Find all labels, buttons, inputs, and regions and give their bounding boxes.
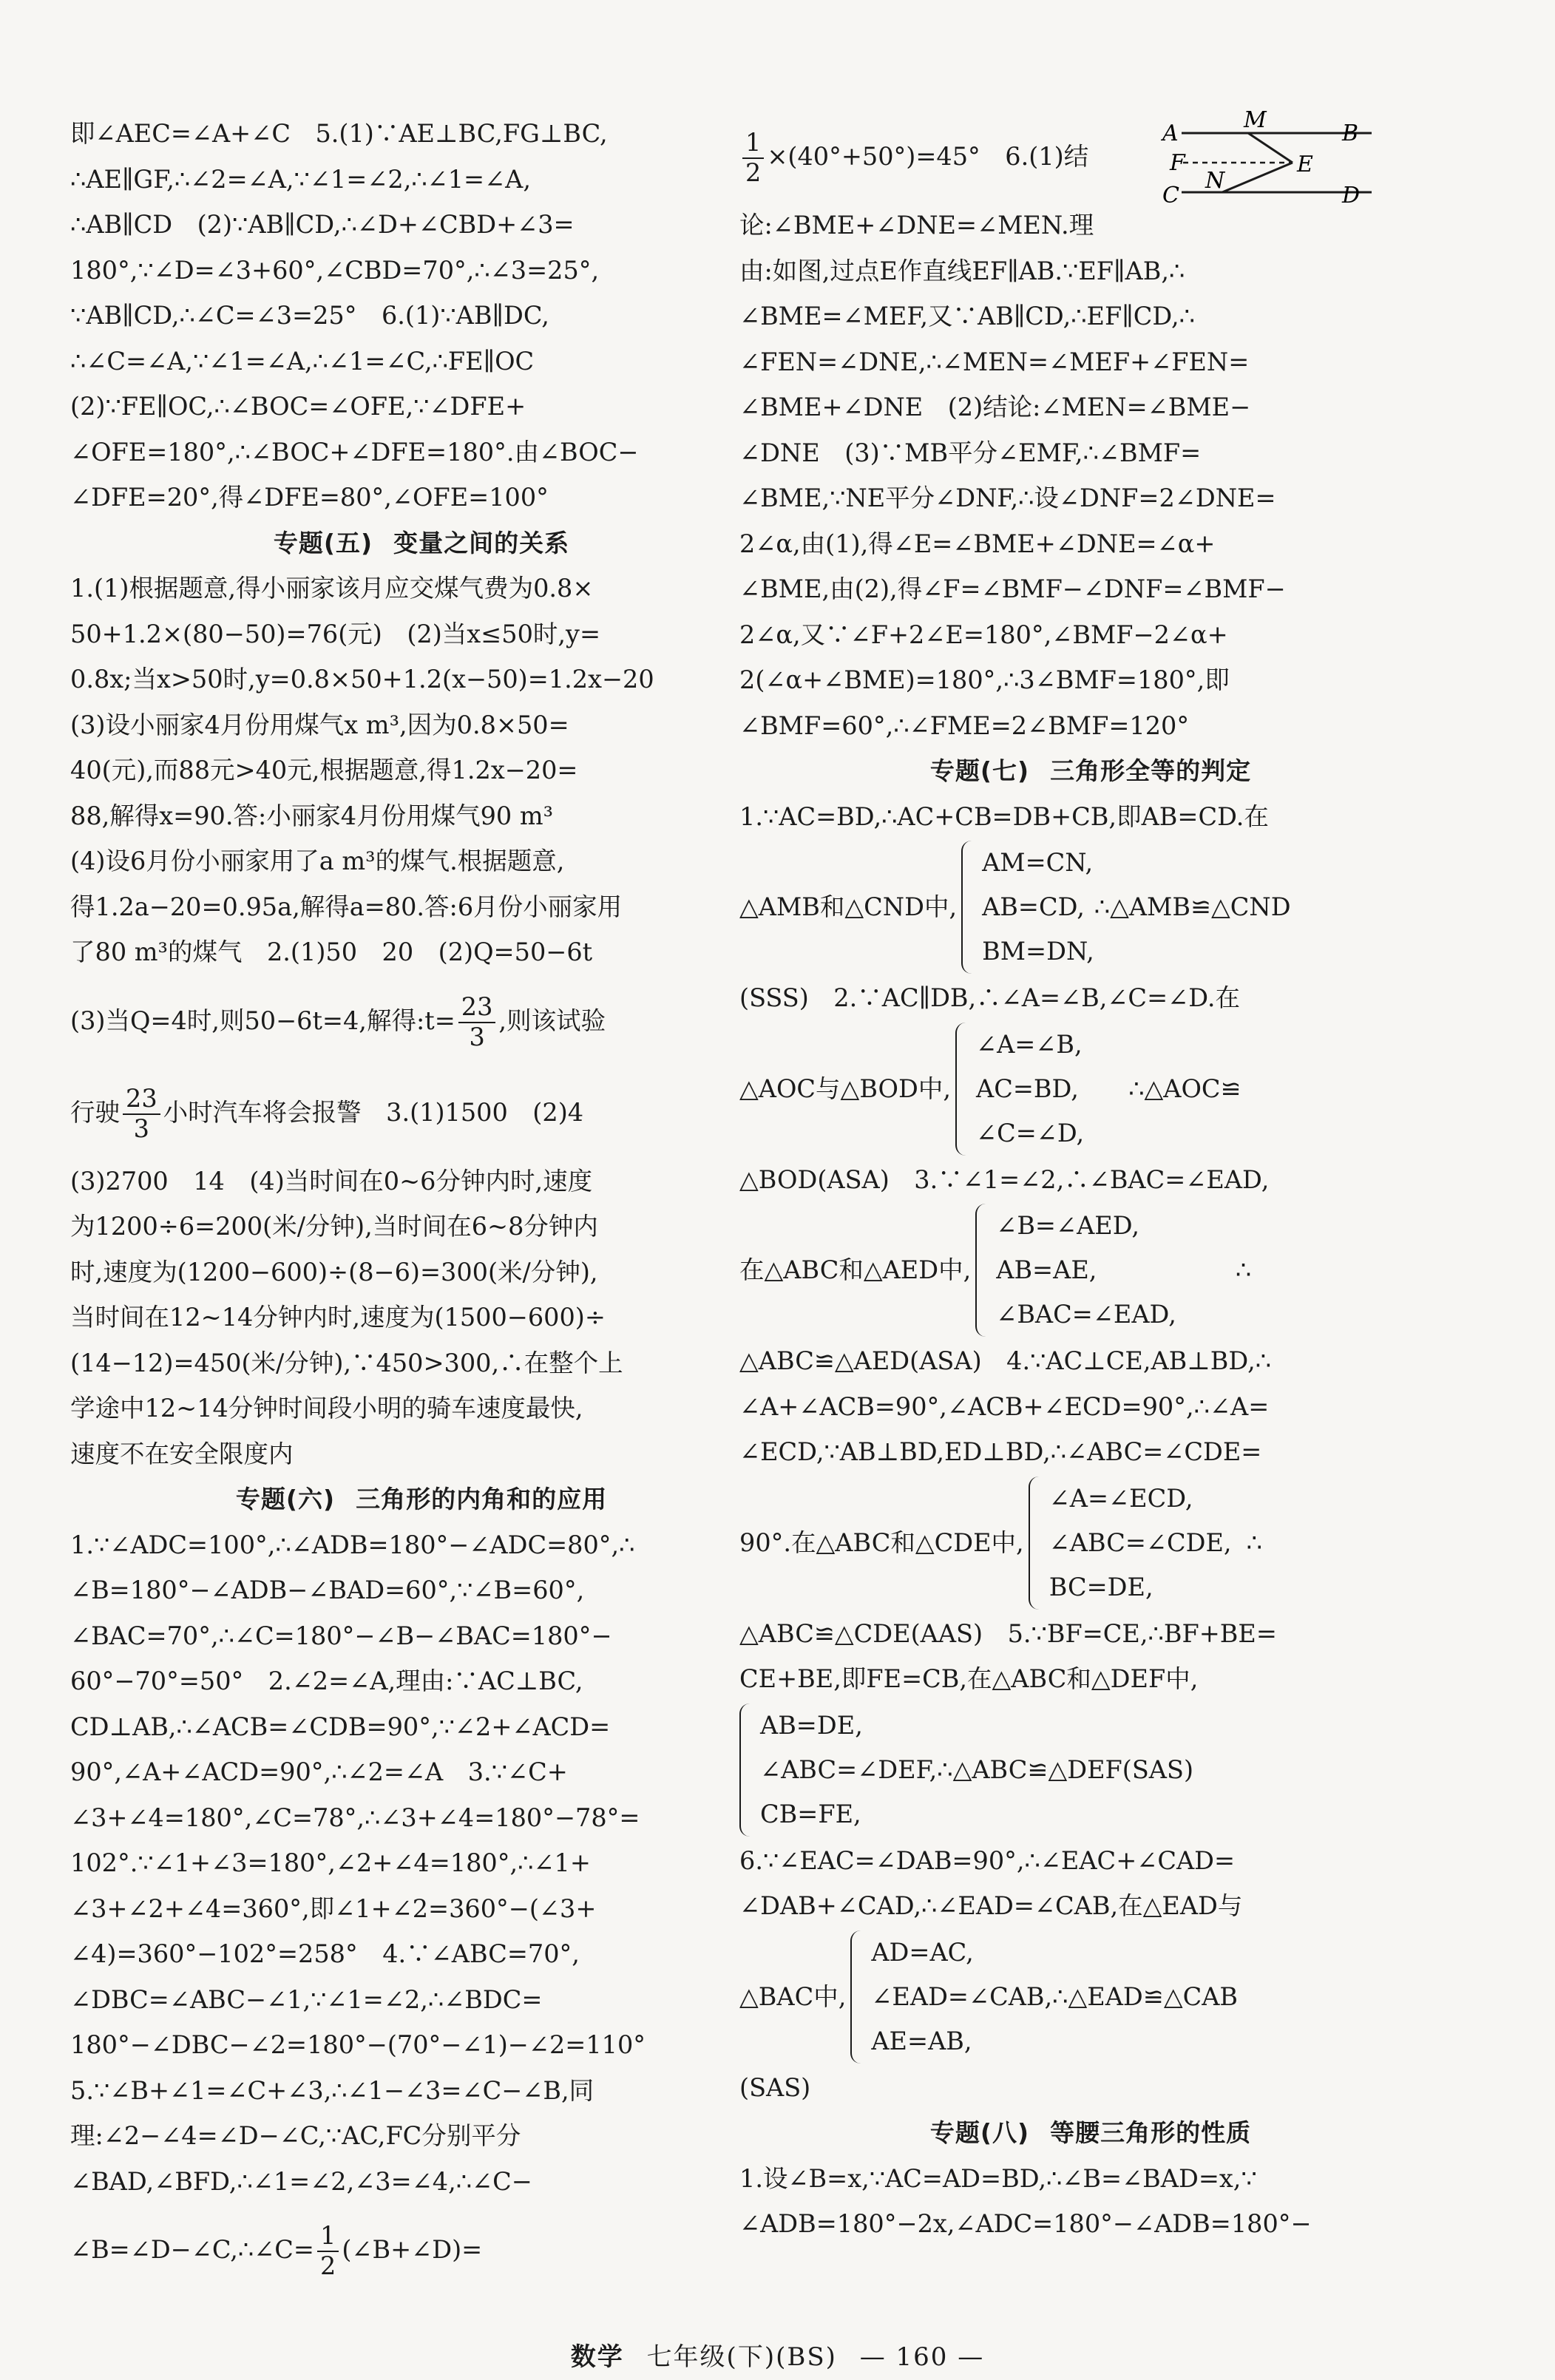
text-line: 1.∵∠ADC=100°,∴∠ADB=180°−∠ADC=80°,∴ xyxy=(70,1530,635,1559)
text-line: ∠BAD,∠BFD,∴∠1=∠2,∠3=∠4,∴∠C− xyxy=(70,2166,532,2196)
text-segment: △AOC与△BOD中, xyxy=(739,1074,952,1103)
text-line: 0.8x;当x>50时,y=0.8×50+1.2(x−50)=1.2x−20 xyxy=(70,665,654,694)
text-segment: ∴ xyxy=(1235,1255,1252,1284)
text-line: (SAS) xyxy=(739,2072,811,2102)
text-line: ∠ADB=180°−2x,∠ADC=180°−∠ADB=180°− xyxy=(739,2209,1312,2238)
text-segment: 在△ABC和△AED中, xyxy=(739,1255,972,1284)
text-line: 当时间在12~14分钟内时,速度为(1500−600)÷ xyxy=(70,1303,606,1332)
heading-title: 三角形的内角和的应用 xyxy=(356,1485,608,1513)
brace-group xyxy=(846,1930,1052,2064)
text-line: ∠DNE (3)∵MB平分∠EMF,∴∠BMF= xyxy=(739,438,1202,467)
text-line: 90°,∠A+∠ACD=90°,∴∠2=∠A 3.∵∠C+ xyxy=(70,1757,568,1786)
text-line: 理:∠2−∠4=∠D−∠C,∵AC,FC分别平分 xyxy=(70,2121,521,2150)
left-brace xyxy=(1029,1477,1042,1610)
heading-number: 专题(八) xyxy=(929,2118,1030,2147)
left-brace xyxy=(961,841,975,974)
system-row: BC=DE, xyxy=(1048,1572,1153,1601)
text-line: ∴AE∥GF,∴∠2=∠A,∵∠1=∠2,∴∠1=∠A, xyxy=(70,164,532,194)
brace-rows xyxy=(760,1703,1193,1837)
text-line: 5.∵∠B+∠1=∠C+∠3,∴∠1−∠3=∠C−∠B,同 xyxy=(70,2075,594,2105)
text-segment: ×(40°+50°)=45° 6.(1)结 xyxy=(767,142,1089,171)
fraction xyxy=(458,993,496,1051)
heading-number: 专题(六) xyxy=(235,1485,336,1513)
equation-system xyxy=(739,1475,1442,1611)
text-line: 速度不在安全限度内 xyxy=(70,1439,294,1468)
text-line: (4)设6月份小丽家用了a m³的煤气.根据题意, xyxy=(70,847,565,875)
brace-rows xyxy=(982,841,1094,974)
system-row: AC=BD, xyxy=(976,1074,1079,1103)
numerator: 23 xyxy=(123,1085,160,1115)
text-line: ∠BME,由(2),得∠F=∠BMF−∠DNF=∠BMF− xyxy=(739,574,1286,603)
text-line: ∠OFE=180°,∴∠BOC+∠DFE=180°.由∠BOC− xyxy=(70,437,639,467)
heading-title: 三角形全等的判定 xyxy=(1050,756,1252,785)
text-line: ∠BME+∠DNE (2)结论:∠MEN=∠BME− xyxy=(739,393,1251,421)
text-line: 论:∠BME+∠DNE=∠MEN.理 xyxy=(739,211,1094,240)
text-line: 50+1.2×(80−50)=76(元) (2)当x≤50时,y= xyxy=(70,619,601,648)
left-brace xyxy=(975,1204,989,1337)
text-line: ∠BMF=60°,∴∠FME=2∠BMF=120° xyxy=(739,711,1190,740)
denominator: 2 xyxy=(320,2251,336,2280)
text-segment: ∴△AOC≌ xyxy=(1128,1074,1241,1103)
text-line: 180°,∵∠D=∠3+60°,∠CBD=70°,∴∠3=25°, xyxy=(70,255,600,285)
text-line: ∠B=180°−∠ADB−∠BAD=60°,∵∠B=60°, xyxy=(70,1576,585,1604)
equation-system xyxy=(739,1021,1442,1157)
text-line: 60°−70°=50° 2.∠2=∠A,理由:∵AC⊥BC, xyxy=(70,1667,583,1695)
text-segment: ∠B=∠D−∠C,∴∠C= xyxy=(70,2235,314,2264)
text-segment: ,则该试验 xyxy=(498,1006,606,1035)
heading-title: 等腰三角形的性质 xyxy=(1050,2118,1252,2147)
text-line: ∠BME,∵NE平分∠DNF,∴设∠DNF=2∠DNE= xyxy=(739,484,1276,512)
system-row: ∠C=∠D, xyxy=(976,1118,1085,1147)
text-segment: ∴△AMB≌△CND xyxy=(1094,892,1291,921)
denominator: 3 xyxy=(469,1022,485,1051)
label-E: E xyxy=(1297,152,1313,177)
left-brace xyxy=(739,1703,753,1837)
text-line: 6.∵∠EAC=∠DAB=90°,∴∠EAC+∠CAD= xyxy=(739,1845,1236,1875)
text-line: CD⊥AB,∴∠ACB=∠CDB=90°,∵∠2+∠ACD= xyxy=(70,1712,611,1741)
brace-rows xyxy=(996,1204,1176,1337)
fraction xyxy=(317,2222,339,2280)
system-row: ∠EAD=∠CAB, xyxy=(871,1981,1053,2011)
left-column xyxy=(70,111,773,2296)
label-D: D xyxy=(1342,183,1361,208)
text-segment: 小时汽车将会报警 3.(1)1500 (2)4 xyxy=(163,1097,584,1127)
text-line: 102°.∵∠1+∠3=180°,∠2+∠4=180°,∴∠1+ xyxy=(70,1848,591,1877)
text-line: ∴AB∥CD (2)∵AB∥CD,∴∠D+∠CBD+∠3= xyxy=(70,210,575,239)
text-line: 2(∠α+∠BME)=180°,∴3∠BMF=180°,即 xyxy=(739,665,1230,694)
system-row: AE=AB, xyxy=(871,2026,972,2055)
label-A: A xyxy=(1162,121,1179,146)
system-row: AM=CN, xyxy=(982,848,1094,877)
text-line: (SSS) 2.∵AC∥DB,∴∠A=∠B,∠C=∠D.在 xyxy=(739,983,1241,1012)
fraction xyxy=(123,1085,160,1143)
denominator: 2 xyxy=(745,158,762,187)
text-line: 180°−∠DBC−∠2=180°−(70°−∠1)−∠2=110° xyxy=(70,2030,646,2059)
text-segment: ∴ xyxy=(1246,1528,1262,1557)
text-line: △ABC≌△AED(ASA) 4.∵AC⊥CE,AB⊥BD,∴ xyxy=(739,1346,1272,1375)
text-line: ∠ECD,∵AB⊥BD,ED⊥BD,∴∠ABC=∠CDE= xyxy=(739,1437,1262,1466)
fraction xyxy=(742,129,764,187)
label-M: M xyxy=(1244,111,1267,133)
text-line: (14−12)=450(米/分钟),∵450>300,∴在整个上 xyxy=(70,1348,623,1377)
system-row: ∠ABC=∠CDE, xyxy=(1048,1528,1232,1557)
footer-grade: 七年级(下)(BS) xyxy=(646,2342,837,2372)
text-line: ∠3+∠4=180°,∠C=78°,∴∠3+∠4=180°−78°= xyxy=(70,1803,640,1832)
text-line: 得1.2a−20=0.95a,解得a=80.答:6月份小丽家用 xyxy=(70,892,623,921)
text-line: 1.设∠B=x,∵AC=AD=BD,∴∠B=∠BAD=x,∵ xyxy=(739,2163,1257,2193)
text-line: 学途中12~14分钟时间段小明的骑车速度最快, xyxy=(70,1394,583,1423)
section-heading-8 xyxy=(739,2110,1442,2156)
segment-NE xyxy=(1222,163,1293,192)
text-line: 时,速度为(1200−600)÷(8−6)=300(米/分钟), xyxy=(70,1257,598,1286)
text-line: CE+BE,即FE=CB,在△ABC和△DEF中, xyxy=(739,1664,1199,1693)
system-row: ∠A=∠B, xyxy=(976,1029,1083,1059)
numerator: 23 xyxy=(458,993,496,1023)
text-line-fraction xyxy=(70,2204,773,2296)
label-C: C xyxy=(1162,183,1179,208)
text-line: ∠4)=360°−102°=258° 4.∵∠ABC=70°, xyxy=(70,1939,580,1968)
denominator: 3 xyxy=(133,1113,149,1143)
text-line: ∠3+∠2+∠4=360°,即∠1+∠2=360°−(∠3+ xyxy=(70,1894,597,1923)
text-line: (3)2700 14 (4)当时间在0~6分钟内时,速度 xyxy=(70,1166,593,1196)
section-heading-7 xyxy=(739,748,1442,794)
text-line: 40(元),而88元>40元,根据题意,得1.2x−20= xyxy=(70,756,578,784)
equation-system xyxy=(739,1202,1442,1338)
text-line: 由:如图,过点E作直线EF∥AB.∵EF∥AB,∴ xyxy=(739,256,1185,285)
right-column xyxy=(739,111,1442,2247)
brace-group xyxy=(951,1023,1084,1156)
system-row: ∠ABC=∠DEF,∴△ABC≌△DEF(SAS) xyxy=(760,1755,1194,1784)
brace-group xyxy=(957,841,1094,974)
brace-rows xyxy=(871,1930,1052,2064)
text-line: △ABC≌△CDE(AAS) 5.∵BF=CE,∴BF+BE= xyxy=(739,1618,1277,1648)
brace-rows xyxy=(976,1023,1084,1156)
parallel-lines-figure xyxy=(1161,111,1383,211)
text-line: ∠DFE=20°,得∠DFE=80°,∠OFE=100° xyxy=(70,483,549,512)
brace-group xyxy=(971,1204,1176,1337)
text-segment: (3)当Q=4时,则50−6t=4,解得:t= xyxy=(70,1006,455,1035)
system-row: AD=AC, xyxy=(871,1937,974,1967)
text-segment: △AMB和△CND中, xyxy=(739,892,958,921)
text-line-fraction xyxy=(70,975,773,1067)
left-brace xyxy=(850,1930,864,2064)
brace-group xyxy=(1024,1477,1232,1610)
text-line-fraction xyxy=(70,1067,773,1159)
footer-subject: 数学 xyxy=(570,2342,624,2372)
system-row: CB=FE, xyxy=(760,1799,861,1828)
heading-title: 变量之间的关系 xyxy=(393,528,570,557)
text-line: 1.(1)根据题意,得小丽家该月应交煤气费为0.8× xyxy=(70,574,594,603)
text-segment: △BAC中, xyxy=(739,1981,847,2011)
brace-rows xyxy=(1049,1477,1232,1610)
system-row: AB=DE, xyxy=(760,1710,863,1740)
text-line: ∠DAB+∠CAD,∴∠EAD=∠CAB,在△EAD与 xyxy=(739,1891,1243,1920)
text-line: 1.∵AC=BD,∴AC+CB=DB+CB,即AB=CD.在 xyxy=(739,801,1269,831)
text-line: (3)设小丽家4月份用煤气x m³,因为0.8×50= xyxy=(70,710,569,739)
system-row: BM=DN, xyxy=(982,937,1094,966)
text-line: ∵AB∥CD,∴∠C=∠3=25° 6.(1)∵AB∥DC, xyxy=(70,301,549,330)
left-brace xyxy=(955,1023,969,1156)
page-footer xyxy=(0,2336,1555,2373)
equation-system xyxy=(739,839,1442,975)
label-N: N xyxy=(1205,168,1225,194)
text-line: 2∠α,由(1),得∠E=∠BME+∠DNE=∠α+ xyxy=(739,529,1216,558)
text-line: 了80 m³的煤气 2.(1)50 20 (2)Q=50−6t xyxy=(70,938,593,966)
text-line: 88,解得x=90.答:小丽家4月份用煤气90 m³ xyxy=(70,801,554,830)
text-line: 为1200÷6=200(米/分钟),当时间在6~8分钟内 xyxy=(70,1212,598,1241)
system-row: ∠B=∠AED, xyxy=(996,1211,1140,1240)
text-line: 即∠AEC=∠A+∠C 5.(1)∵AE⊥BC,FG⊥BC, xyxy=(70,119,608,148)
heading-number: 专题(七) xyxy=(929,756,1030,785)
section-heading-6 xyxy=(70,1477,773,1522)
text-line: ∠A+∠ACB=90°,∠ACB+∠ECD=90°,∴∠A= xyxy=(739,1391,1270,1421)
equation-system xyxy=(739,1929,1442,2065)
text-line: 2∠α,又∵∠F+2∠E=180°,∠BMF−2∠α+ xyxy=(739,620,1228,649)
text-segment: (∠B+∠D)= xyxy=(342,2235,483,2264)
page-number: — 160 — xyxy=(859,2342,985,2372)
system-row: AB=CD, xyxy=(982,892,1085,921)
system-row: ∠A=∠ECD, xyxy=(1048,1483,1193,1513)
numerator: 1 xyxy=(317,2222,339,2252)
text-segment: ∴△EAD≌△CAB xyxy=(1052,1981,1239,2011)
label-F: F xyxy=(1170,150,1185,176)
section-heading-5 xyxy=(70,521,773,566)
text-segment: 90°.在△ABC和△CDE中, xyxy=(739,1528,1024,1557)
text-line: ∠FEN=∠DNE,∴∠MEN=∠MEF+∠FEN= xyxy=(739,347,1250,376)
text-line: △BOD(ASA) 3.∵∠1=∠2,∴∠BAC=∠EAD, xyxy=(739,1164,1270,1194)
system-row: AB=AE, xyxy=(996,1255,1097,1284)
heading-number: 专题(五) xyxy=(273,528,373,557)
text-line: (2)∵FE∥OC,∴∠BOC=∠OFE,∵∠DFE+ xyxy=(70,392,526,421)
text-line: ∠DBC=∠ABC−∠1,∵∠1=∠2,∴∠BDC= xyxy=(70,1984,543,2014)
label-B: B xyxy=(1342,121,1359,146)
numerator: 1 xyxy=(742,129,764,159)
text-line: ∴∠C=∠A,∵∠1=∠A,∴∠1=∠C,∴FE∥OC xyxy=(70,346,535,376)
text-segment: 行驶 xyxy=(70,1097,120,1127)
segment-ME xyxy=(1248,133,1293,163)
text-line: ∠BME=∠MEF,又∵AB∥CD,∴EF∥CD,∴ xyxy=(739,302,1195,330)
text-line: ∠BAC=70°,∴∠C=180°−∠B−∠BAC=180°− xyxy=(70,1621,612,1650)
equation-system xyxy=(739,1702,1442,1838)
system-row: ∠BAC=∠EAD, xyxy=(996,1300,1176,1329)
brace-group xyxy=(739,1703,1193,1837)
